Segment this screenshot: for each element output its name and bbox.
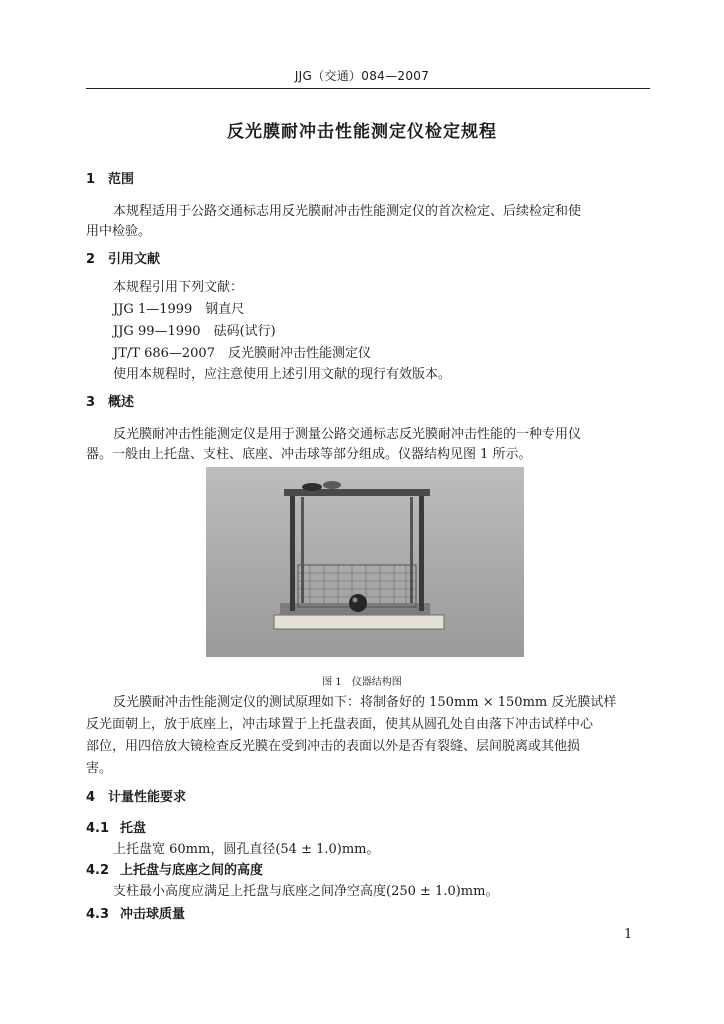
section-number: 4 (86, 790, 96, 805)
section-1-paragraph-line-1: 本规程适用于公路交通标志用反光膜耐冲击性能测定仪的首次检定、后续检定和使 (113, 204, 582, 219)
reference-item: JJG 99—1990 砝码(试行) (113, 324, 276, 339)
subsection-number: 4.1 (86, 821, 110, 836)
page-header: JJG（交通）084—2007 (294, 69, 430, 83)
subsection-4-2-text: 支柱最小高度应满足上托盘与底座之间净空高度(250 ± 1.0)mm。 (113, 884, 499, 899)
section-number: 3 (86, 395, 96, 410)
section-3-paragraph-1-line-1: 反光膜耐冲击性能测定仪是用于测量公路交通标志反光膜耐冲击性能的一种专用仪 (113, 427, 582, 442)
section-title: 概述 (108, 395, 135, 410)
subsection-4-2-heading (86, 859, 263, 878)
section-3-heading (86, 391, 134, 410)
subsection-number: 4.3 (86, 907, 110, 922)
references-intro: 本规程引用下列文献： (113, 280, 244, 295)
references-note: 使用本规程时，应注意使用上述引用文献的现行有效版本。 (113, 367, 452, 382)
subsection-title: 上托盘与底座之间的高度 (120, 863, 264, 878)
section-3-paragraph-2-line-3: 部位，用四倍放大镜检查反光膜在受到冲击的表面以外是否有裂缝、层间脱离或其他损 (86, 739, 581, 754)
section-number: 2 (86, 252, 96, 267)
instrument-photo (206, 467, 524, 657)
instrument-illustration (206, 467, 524, 657)
reference-item: JJG 1—1999 钢直尺 (113, 302, 245, 317)
header-rule (86, 88, 650, 89)
section-3-paragraph-2-line-4: 害。 (86, 761, 113, 776)
section-3-paragraph-2-line-1: 反光膜耐冲击性能测定仪的测试原理如下：将制备好的 150mm × 150mm 反光膜试样 (113, 695, 617, 710)
section-title: 范围 (108, 172, 135, 187)
section-1-paragraph-line-2: 用中检验。 (86, 224, 152, 239)
section-4-heading (86, 786, 186, 805)
reference-item: JT/T 686—2007 反光膜耐冲击性能测定仪 (113, 346, 371, 361)
section-1-heading (86, 168, 134, 187)
subsection-title: 托盘 (120, 821, 147, 836)
subsection-4-1-heading (86, 817, 146, 836)
page-number: 1 (624, 927, 633, 942)
section-number: 1 (86, 172, 96, 187)
subsection-4-3-heading (86, 903, 185, 922)
subsection-title: 冲击球质量 (120, 907, 186, 922)
subsection-4-1-text: 上托盘宽 60mm，圆孔直径(54 ± 1.0)mm。 (113, 842, 380, 857)
section-3-paragraph-1-line-2: 器。一般由上托盘、支柱、底座、冲击球等部分组成。仪器结构见图 1 所示。 (86, 447, 532, 462)
section-3-paragraph-2-line-2: 反光面朝上，放于底座上，冲击球置于上托盘表面，使其从圆孔处自由落下冲击试样中心 (86, 717, 594, 732)
subsection-number: 4.2 (86, 863, 110, 878)
document-title: 反光膜耐冲击性能测定仪检定规程 (227, 122, 497, 142)
figure-caption: 图 1 仪器结构图 (322, 677, 402, 688)
section-title: 计量性能要求 (108, 790, 187, 805)
section-title: 引用文献 (108, 252, 161, 267)
section-2-heading (86, 248, 160, 267)
